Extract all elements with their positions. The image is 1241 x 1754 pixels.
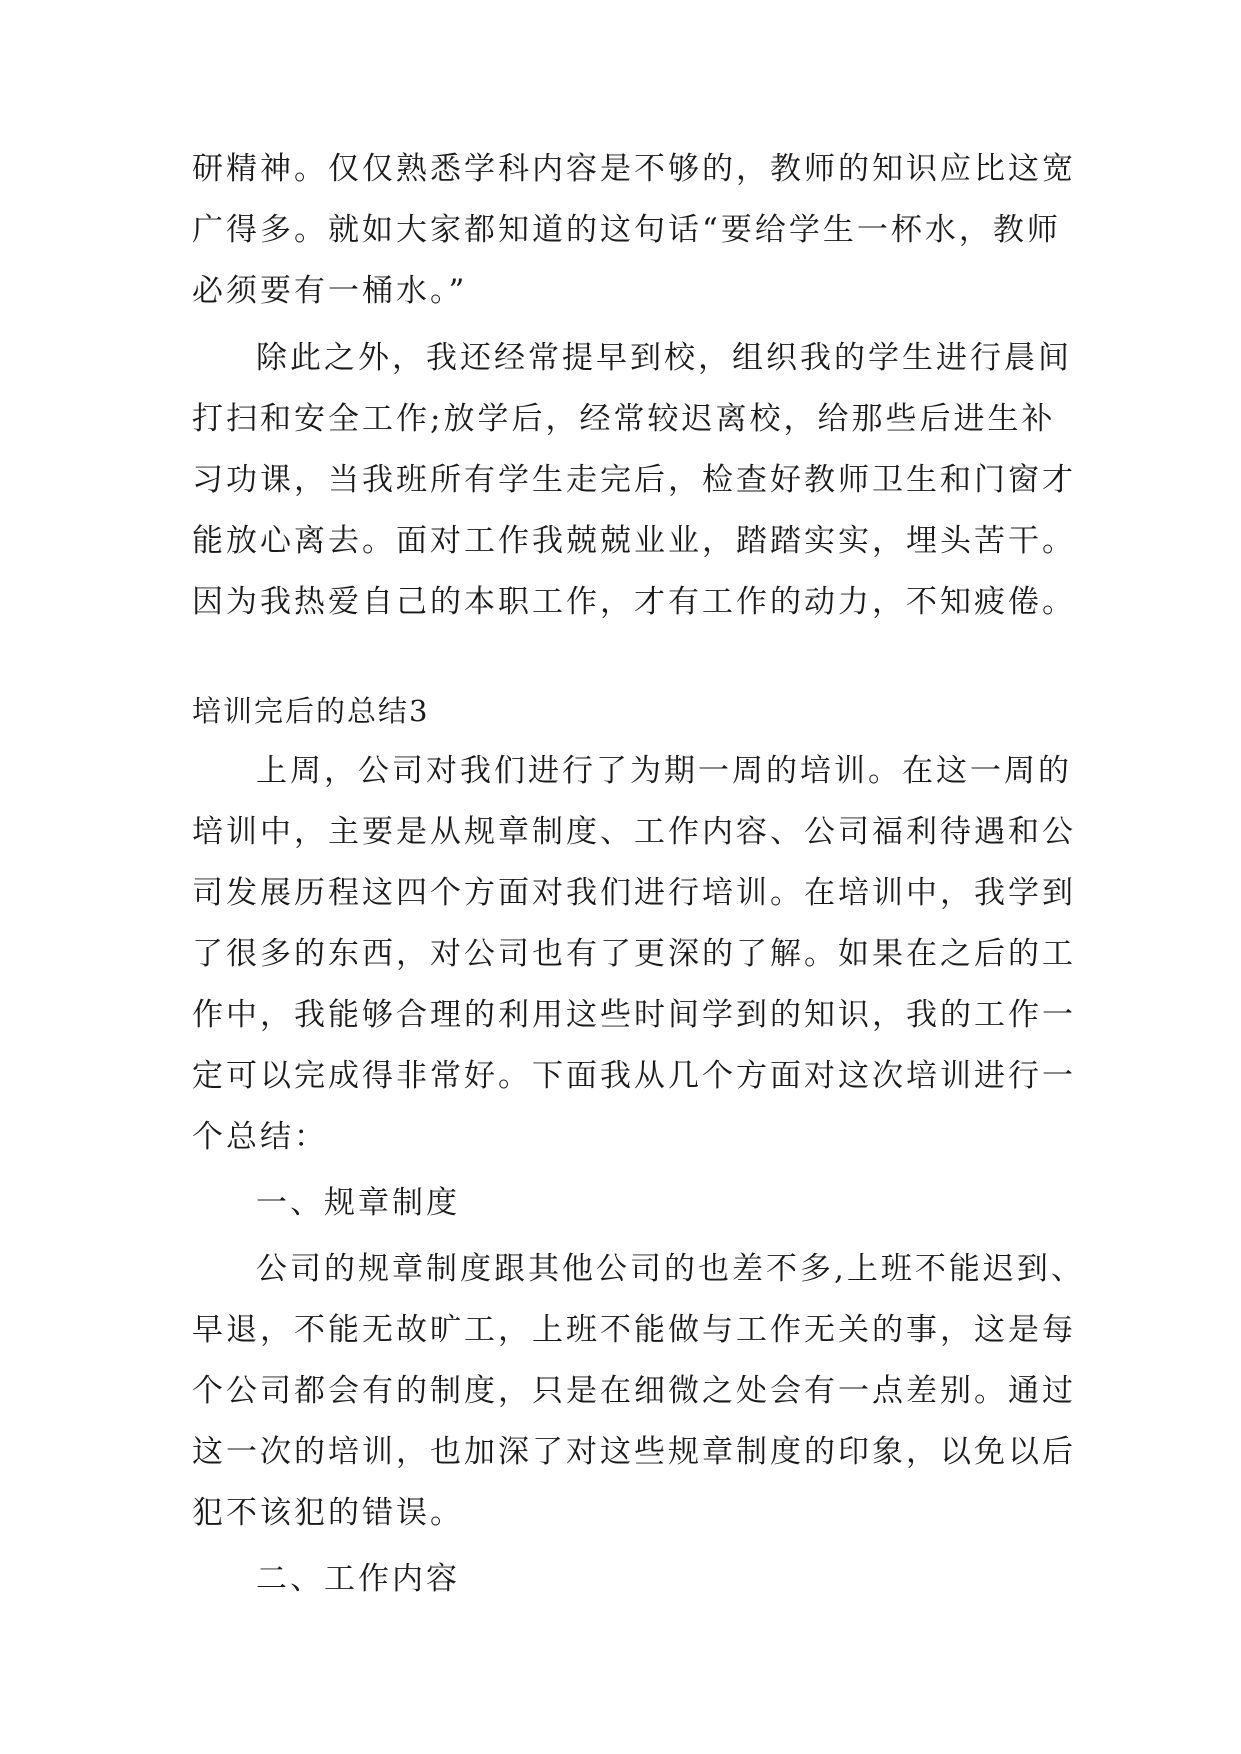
paragraph-line: 个公司都会有的制度，只是在细微之处会有一点差别。通过 <box>192 1373 1076 1409</box>
paragraph-line: 习功课，当我班所有学生走完后，检查好教师卫生和门窗才 <box>192 462 1076 498</box>
paragraph-line: 定可以完成得非常好。下面我从几个方面对这次培训进行一 <box>192 1058 1076 1094</box>
subsection-title: 二、工作内容 <box>256 1561 460 1597</box>
paragraph-line: 打扫和安全工作;放学后，经常较迟离校，给那些后进生补 <box>192 401 1056 437</box>
section-title: 培训完后的总结3 <box>192 694 430 728</box>
paragraph-line: 这一次的培训，也加深了对这些规章制度的印象，以免以后 <box>192 1434 1076 1470</box>
paragraph-line: 除此之外，我还经常提早到校，组织我的学生进行晨间 <box>256 340 1072 376</box>
paragraph-line: 必须要有一桶水。” <box>192 273 468 309</box>
paragraph-line: 因为我热爱自己的本职工作，才有工作的动力，不知疲倦。 <box>192 584 1076 620</box>
subsection-title: 一、规章制度 <box>256 1185 460 1221</box>
paragraph-line: 作中，我能够合理的利用这些时间学到的知识，我的工作一 <box>192 997 1076 1033</box>
paragraph-line: 了很多的东西，对公司也有了更深的了解。如果在之后的工 <box>192 936 1076 972</box>
paragraph-line: 司发展历程这四个方面对我们进行培训。在培训中，我学到 <box>192 875 1076 911</box>
paragraph-line: 广得多。就如大家都知道的这句话“要给学生一杯水，教师 <box>192 212 1061 248</box>
paragraph-line: 个总结： <box>192 1119 328 1155</box>
paragraph-line: 早退，不能无故旷工，上班不能做与工作无关的事，这是每 <box>192 1312 1076 1348</box>
paragraph-line: 犯不该犯的错误。 <box>192 1495 464 1531</box>
paragraph-line: 能放心离去。面对工作我兢兢业业，踏踏实实，埋头苦干。 <box>192 523 1076 559</box>
paragraph-line: 培训中，主要是从规章制度、工作内容、公司福利待遇和公 <box>192 814 1076 850</box>
paragraph-line: 研精神。仅仅熟悉学科内容是不够的，教师的知识应比这宽 <box>192 151 1076 187</box>
paragraph-line: 公司的规章制度跟其他公司的也差不多,上班不能迟到、 <box>256 1251 1085 1287</box>
paragraph-line: 上周，公司对我们进行了为期一周的培训。在这一周的 <box>256 753 1072 789</box>
